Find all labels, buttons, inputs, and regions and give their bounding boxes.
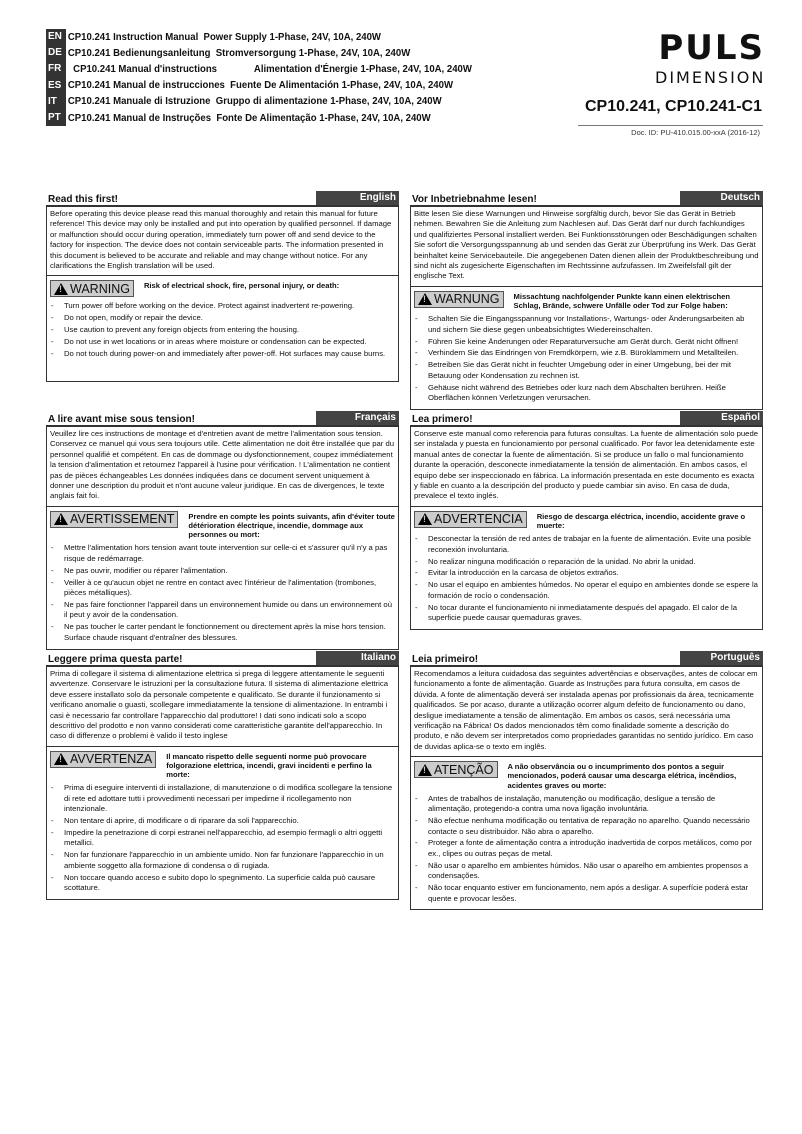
warning-triangle-icon: ! bbox=[54, 283, 68, 295]
intro-text: Veuillez lire ces instructions de montage et d'entretien avant de mettre l'alimentation sous tension. Conservez ce manuel qui vous sera toujours utile. Cette alimentation ne doit être installée que par du personnel qualifié et compétent. En cas de dommage ou dysfonctionnement, coupez immédiatement la tension d'alimentation et retournez l'appareil à l'usine pour vérification. ! L'alimentation ne contient pas de pièces échangeables Les données indiquées dans ce document servent uniquement à donner une description du produit et n'ont aucune valeur juridique. En cas de divergences, le texte anglais fait foi. bbox=[47, 427, 398, 507]
warning-label-text: WARNUNG bbox=[434, 292, 500, 307]
warning-label-text: AVVERTENZA bbox=[70, 752, 153, 767]
warning-text: Missachtung nachfolgender Punkte kann einen elektrischen Schlag, Brände, schwere Unfälle oder Tod zur Folge haben: bbox=[513, 291, 730, 311]
warning-row bbox=[411, 757, 762, 792]
doc-id: Doc. ID: PU-410.015.00-xxA (2016-12) bbox=[631, 128, 760, 137]
intro-text: Bitte lesen Sie diese Warnungen und Hinweise sorgfältig durch, bevor Sie das Gerät in Betrieb nehmen. Bewahren Sie die Anleitung zum Nachlesen auf. Das Gerät darf nur durch fachkundiges und qualifiziertes Personal installiert werden. Bei Funktionsstörungen oder Beschädigungen schalten Sie sofort die Versorgungsspannung ab und senden das Gerät zur Überprüfung ins Werk. Das Gerät beinhaltet keine Servicebauteile. Die angegebenen Daten dienen allein der Produktbeschreibung und sind nicht als zugesicherte Eigenschaften im Rechtssinne aufzufassen. Im Zweifelsfall gilt der englische Text. bbox=[411, 207, 762, 287]
list-item: - Do not touch during power-on and immediately after power-off. Hot surfaces may cause burns. bbox=[50, 349, 395, 359]
language-code: IT bbox=[46, 94, 66, 110]
list-item: - Proteger a fonte de alimentação contra a introdução inadvertida de corpos metálicos, como por ex., clipes ou outras peças de metal. bbox=[414, 838, 759, 859]
list-item: - Betreiben Sie das Gerät nicht in feuchter Umgebung oder in einer Umgebung, bei der mit Betauung oder Kondensation zu rechnen ist. bbox=[414, 360, 759, 381]
list-item: - Gehäuse nicht während des Betriebes oder kurz nach dem Abschalten berühren. Heiße Oberflächen können Verletzungen verursachen. bbox=[414, 383, 759, 404]
section-title: Lea primero! bbox=[412, 414, 473, 425]
intro-text: Conserve este manual como referencia para futuras consultas. La fuente de alimentación solo puede ser instalada y puesta en funcionamiento por personal cualificado. Por favor lea detenidamente este manual antes de conectar la fuente de alimentación. Si se produce un fallo o mal funcionamiento durante la operación, desconecte inmediatamente la tensión de alimentación. En ambos casos, el equipo debe ser inspeccionado en fábrica. La información presentada en este documento es exacta y fiable en cuanto a la descripción del producto y puede cambiar sin aviso. En casa de duda, prevalece el texto inglés. bbox=[411, 427, 762, 507]
warning-label bbox=[50, 751, 156, 768]
section-box bbox=[46, 205, 399, 382]
list-item: - Antes de trabalhos de instalação, manutenção ou modificação, desligue a tensão de alimentação, protegendo-a contra uma nova ligação involuntária. bbox=[414, 794, 759, 815]
list-item: - Do not open, modify or repair the device. bbox=[50, 313, 395, 323]
section-title: Leia primeiro! bbox=[412, 654, 479, 665]
warning-triangle-icon: ! bbox=[54, 513, 68, 525]
section-header bbox=[410, 410, 763, 425]
section-language: Italiano bbox=[316, 651, 399, 665]
list-item: - Non toccare quando acceso e subito dopo lo spegnimento. La superficie calda può causare scottature. bbox=[50, 873, 395, 894]
warning-label bbox=[50, 280, 134, 297]
list-item: - Do not use in wet locations or in areas where moisture or condensation can be expected. bbox=[50, 337, 395, 347]
section-title: A lire avant mise sous tension! bbox=[48, 414, 195, 425]
warning-label bbox=[414, 511, 527, 528]
manual-title: CP10.241 Manual d'instructions Alimentation d'Énergie 1-Phase, 24V, 10A, 240W bbox=[67, 63, 472, 75]
warning-list bbox=[47, 781, 398, 899]
list-item: - Ne pas toucher le carter pendant le fonctionnement ou directement après la mise hors tension. Surface chaude risquant d'entraîner des blessures. bbox=[50, 622, 395, 643]
warning-row bbox=[47, 747, 398, 782]
section-box bbox=[46, 665, 399, 900]
language-code: EN bbox=[46, 29, 66, 45]
language-row bbox=[46, 29, 502, 45]
section-language: Deutsch bbox=[680, 191, 763, 205]
manual-title: CP10.241 Manual de Instruções Fonte De Alimentação 1-Phase, 24V, 10A, 240W bbox=[67, 112, 431, 124]
manual-title: CP10.241 Manuale di Istruzione Gruppo di alimentazione 1-Phase, 24V, 10A, 240W bbox=[67, 96, 442, 108]
section-header bbox=[46, 190, 399, 205]
intro-text: Prima di collegare il sistema di alimentazione elettrica si prega di leggere attentamente le seguenti avvertenze. Conservare le istruzioni per la consultazione futura. Il sistema di alimentazione elettrica deve essere installato solo da personale competente e qualificato. Se durante il funzionamento si verificano anomalie o guasti, scollegare immediatamente la tensione di alimentazione. In entrambi i casi è necessario far controllare l'apparecchio dal produttore! I dati sono indicati solo a scopo descrittivo del prodotto e non vanno considerati come caratteristiche garantite dell'apparecchio. In caso di differenze o problemi è valido il testo inglese bbox=[47, 667, 398, 747]
section-language: English bbox=[316, 191, 399, 205]
language-row bbox=[46, 45, 502, 61]
section-language: Français bbox=[316, 411, 399, 425]
warning-list bbox=[411, 312, 762, 409]
section-box bbox=[410, 425, 763, 630]
section-box bbox=[46, 425, 399, 650]
section-language: Español bbox=[680, 411, 763, 425]
section-header bbox=[410, 190, 763, 205]
intro-text: Before operating this device please read this manual thoroughly and retain this manual for future reference! This device may only be installed and put into operation by qualified personnel. If damage or malfunction should occur during operation, immediately turn power off and send device to the factory for inspection. The device does not contain serviceable parts. The information presented in this document is believed to be accurate and reliable and may change without notice. For any clarifications the English translation will be used. bbox=[47, 207, 398, 276]
list-item: - Use caution to prevent any foreign objects from entering the housing. bbox=[50, 325, 395, 335]
warning-text: Il mancato rispetto delle seguenti norme può provocare folgorazione elettrica, incendi, gravi incidenti e perfino la morte: bbox=[166, 751, 372, 780]
language-row bbox=[46, 94, 502, 110]
warning-label bbox=[414, 291, 504, 308]
warning-triangle-icon: ! bbox=[418, 764, 432, 776]
list-item: - Impedire la penetrazione di corpi estranei nell'apparecchio, ad esempio fermagli o altri oggetti metallici. bbox=[50, 828, 395, 849]
warning-triangle-icon: ! bbox=[418, 513, 432, 525]
list-item: - Mettre l'alimentation hors tension avant toute intervention sur celle-ci et s'assurer qu'il n'y a pas risque de redémarrage. bbox=[50, 543, 395, 564]
list-item: - Non far funzionare l'apparecchio in un ambiente umido. Non far funzionare l'apparecchio in un ambiente soggetto alla formazione di condensa o di rugiada. bbox=[50, 850, 395, 871]
section-language: Português bbox=[680, 651, 763, 665]
language-title-list bbox=[46, 29, 502, 126]
language-code: ES bbox=[46, 78, 66, 94]
safety-section bbox=[410, 410, 763, 630]
list-item: - Evitar la introducción en la carcasa de objetos extraños. bbox=[414, 568, 759, 578]
safety-section bbox=[46, 190, 399, 382]
list-item: - Non tentare di aprire, di modificare o di riparare da soli l'apparecchio. bbox=[50, 816, 395, 826]
list-item: - Turn power off before working on the device. Protect against inadvertent re-powering. bbox=[50, 301, 395, 311]
list-item: - Verhindern Sie das Eindringen von Fremdkörpern, wie z.B. Büroklammern und Metallteilen. bbox=[414, 348, 759, 358]
warning-triangle-icon: ! bbox=[418, 293, 432, 305]
warning-list bbox=[47, 299, 398, 365]
language-row bbox=[46, 78, 502, 94]
warning-row bbox=[47, 276, 398, 299]
warning-row bbox=[47, 507, 398, 542]
warning-label-text: WARNING bbox=[70, 281, 130, 296]
language-code: DE bbox=[46, 45, 66, 61]
language-code: PT bbox=[46, 110, 66, 126]
manual-title: CP10.241 Bedienungsanleitung Stromversorgung 1-Phase, 24V, 10A, 240W bbox=[67, 47, 411, 59]
list-item: - Veiller à ce qu'aucun objet ne rentre en contact avec l'intérieur de l'alimentation (trombones, pièces métalliques). bbox=[50, 578, 395, 599]
warning-label-text: ATENÇÃO bbox=[434, 762, 494, 777]
product-title: CP10.241, CP10.241-C1 bbox=[585, 98, 762, 115]
list-item: - Schalten Sie die Eingangsspannung vor Installations-, Wartungs- oder Änderungsarbeiten ab und sichern Sie diese gegen unbeabsichtigtes Wiedereinschalten. bbox=[414, 314, 759, 335]
manual-title: CP10.241 Manual de instrucciones Fuente De Alimentación 1-Phase, 24V, 10A, 240W bbox=[67, 80, 454, 92]
warning-text: Risk of electrical shock, fire, personal injury, or death: bbox=[143, 281, 340, 291]
warning-label bbox=[50, 511, 178, 528]
list-item: - Não efectue nenhuma modificação ou tentativa de reparação no aparelho. Quando necessário contacte o seu distribuidor. Não abra o aparelho. bbox=[414, 816, 759, 837]
warning-label bbox=[414, 761, 498, 778]
section-box bbox=[410, 665, 763, 910]
language-row bbox=[46, 61, 502, 77]
warning-triangle-icon: ! bbox=[54, 753, 68, 765]
list-item: - Não usar o aparelho em ambientes húmidos. Não usar o aparelho em ambientes propensos a condensações. bbox=[414, 861, 759, 882]
manual-title: CP10.241 Instruction Manual Power Supply 1-Phase, 24V, 10A, 240W bbox=[67, 31, 381, 43]
puls-logo bbox=[655, 28, 765, 88]
list-item: - Ne pas ouvrir, modifier ou réparer l'alimentation. bbox=[50, 566, 395, 576]
list-item: - No realizar ninguna modificación o reparación de la unidad. No abrir la unidad. bbox=[414, 557, 759, 567]
safety-section bbox=[46, 410, 399, 650]
warning-row bbox=[411, 287, 762, 312]
logo-puls: PULS bbox=[658, 28, 765, 68]
intro-text: Recomendamos a leitura cuidadosa das seguintes advertências e observações, antes de colocar em funcionamento a fonte de alimentação. Guarde as Instruções para futura consulta, em casos de dúvida. A fonte de alimentação deverá ser instalada apenas por profissionais da área, tecnicamente qualificados. Se por acaso, durante a utilização ocorrer algum defeito de funcionamento ou dano, desligue imediatamente a tensão de alimentação. Em ambos os casos, será necessária uma verificação na Fábrica! Os dados mencionados têm como finalidade somente a descrição do produto, e não devem ser interpretados como propriedades garantidas no sentido jurídico. Em caso de duvidas aplica-se o texto em inglês. bbox=[411, 667, 762, 757]
warning-list bbox=[411, 792, 762, 910]
list-item: - Prima di eseguire interventi di installazione, di manutenzione o di modifica scollegare la tensione di rete ed adottare tutti i provvedimenti necessari per impedirne il ricollegamento non intenzionale. bbox=[50, 783, 395, 814]
safety-section bbox=[46, 650, 399, 900]
section-title: Leggere prima questa parte! bbox=[48, 654, 183, 665]
safety-section bbox=[410, 650, 763, 910]
section-header bbox=[46, 410, 399, 425]
warning-label-text: ADVERTENCIA bbox=[434, 512, 523, 527]
logo-dimension: DIMENSION bbox=[655, 68, 766, 87]
divider bbox=[578, 125, 763, 126]
section-header bbox=[410, 650, 763, 665]
list-item: - Führen Sie keine Änderungen oder Reparaturversuche am Gerät durch. Gerät nicht öffnen! bbox=[414, 337, 759, 347]
warning-list bbox=[411, 532, 762, 629]
warning-label-text: AVERTISSEMENT bbox=[70, 512, 175, 527]
warning-row bbox=[411, 507, 762, 532]
section-title: Read this first! bbox=[48, 194, 119, 205]
list-item: - No tocar durante el funcionamiento ni inmediatamente después del apagado. El calor de la superficie puede causar quemaduras graves. bbox=[414, 603, 759, 624]
section-box bbox=[410, 205, 763, 410]
warning-text: A não observância ou o incumprimento dos pontos a seguir mencionados, poderá causar uma descarga elétrica, incêndios, acidentes graves ou morte: bbox=[507, 762, 737, 790]
warning-list bbox=[47, 541, 398, 648]
warning-text: Riesgo de descarga eléctrica, incendio, accidente grave o muerte: bbox=[536, 511, 746, 531]
safety-section bbox=[410, 190, 763, 410]
section-header bbox=[46, 650, 399, 665]
language-code: FR bbox=[46, 61, 66, 77]
list-item: - Desconectar la tensión de red antes de trabajar en la fuente de alimentación. Evite una posible reconexión involuntaria. bbox=[414, 534, 759, 555]
list-item: - Não tocar enquanto estiver em funcionamento, nem após a desligar. A superfície poderá estar quente e provocar lesões. bbox=[414, 883, 759, 904]
list-item: - No usar el equipo en ambientes húmedos. No operar el equipo en ambientes donde se espere la formación de rocío o condensación. bbox=[414, 580, 759, 601]
warning-text: Prendre en compte les points suivants, afin d'éviter toute détérioration électrique, incendie, dommage aux personnes ou mort: bbox=[188, 511, 395, 540]
language-row bbox=[46, 110, 502, 126]
section-title: Vor Inbetriebnahme lesen! bbox=[412, 194, 537, 205]
list-item: - Ne pas faire fonctionner l'appareil dans un environnement humide ou dans un environnement où il peut y avoir de la condensation. bbox=[50, 600, 395, 621]
